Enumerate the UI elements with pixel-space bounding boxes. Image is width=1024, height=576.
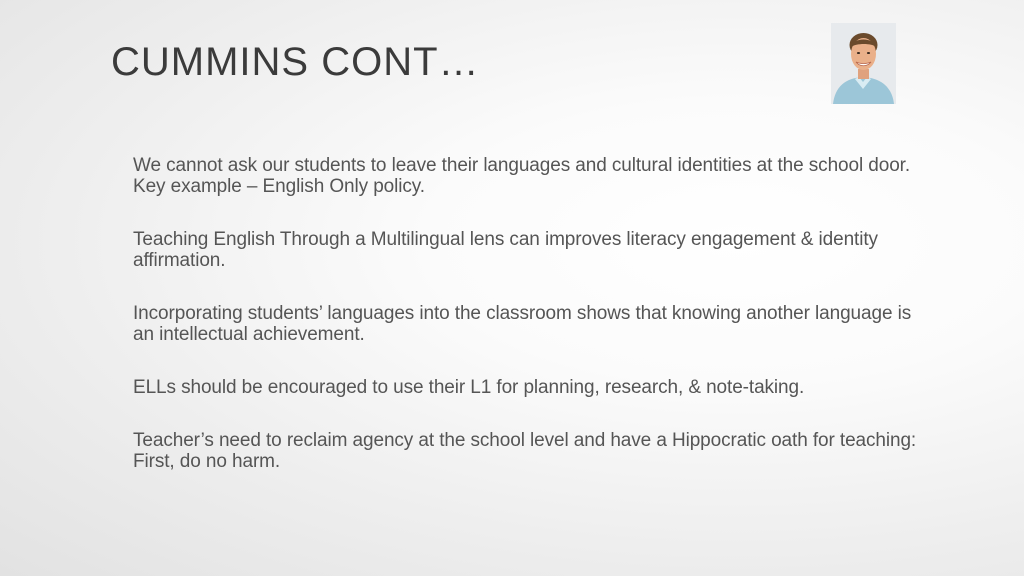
slide-title: CUMMINS CONT… (111, 40, 480, 84)
bullet-item: Teacher’s need to reclaim agency at the school level and have a Hippocratic oath for teaching: First, do no harm. (133, 430, 917, 472)
bullet-list (133, 155, 923, 504)
speaker-photo (831, 23, 896, 104)
bullet-item: ELLs should be encouraged to use their L1 for planning, research, & note-taking. (133, 377, 805, 398)
person-portrait-icon (831, 23, 896, 104)
bullet-item: We cannot ask our students to leave their languages and cultural identities at the school door. Key example – English Only policy. (133, 155, 911, 197)
bullet-item: Incorporating students’ languages into the classroom shows that knowing another language is an intellectual achievement. (133, 303, 912, 345)
bullet-item: Teaching English Through a Multilingual lens can improves literacy engagement & identity affirmation. (133, 229, 878, 271)
